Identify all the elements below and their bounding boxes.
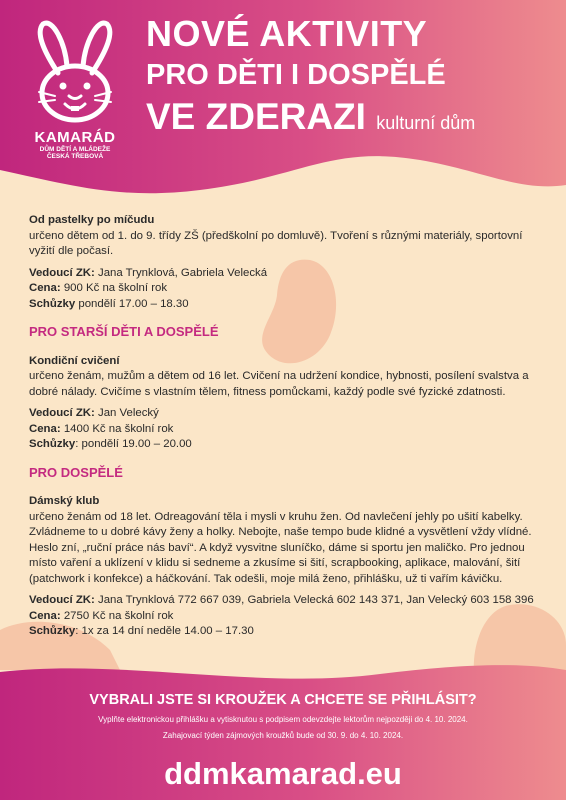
leader-label: Vedoucí ZK: [29, 266, 95, 279]
price-label: Cena: [29, 282, 61, 294]
activity-3-meetings [29, 624, 539, 640]
meetings-value: pondělí 17.00 – 18.30 [75, 297, 189, 310]
price-label: Cena: [29, 422, 61, 435]
activity-2-meetings [29, 437, 539, 453]
leader-value: Jana Trynklová 772 667 039, Gabriela Velecká 602 143 371, Jan Velecký 603 158 396 [94, 594, 534, 606]
activity-1-description: určeno dětem od 1. do 9. třídy ZŠ (předškolní po domluvě). Tvoření s různými materiály, sportovní vyžití dle počasí. [29, 229, 523, 257]
activity-2-price [29, 422, 539, 438]
website-link[interactable]: ddmkamarad.eu [164, 756, 402, 791]
meetings-value: : pondělí 19.00 – 20.00 [75, 438, 192, 450]
activity-3-leader [29, 593, 539, 609]
footer-instructions: Vyplňte elektronickou přihlášku a vytisknutou s podpisem odevzdejte lektorům nejpozději do 4. 10. 2024. [98, 715, 468, 724]
price-value: 2750 Kč na školní rok [60, 609, 174, 622]
kamarad-logo [20, 18, 130, 160]
section-heading-adults: PRO DOSPĚLÉ [29, 464, 123, 480]
footer-banner [0, 660, 566, 800]
meetings-value: : 1x za 14 dní neděle 14.00 – 17.30 [75, 625, 254, 637]
meetings-label: Schůzky [29, 438, 76, 450]
title-line-3 [146, 94, 475, 146]
meetings-label: Schůzky [29, 297, 76, 310]
leader-label: Vedoucí ZK: [29, 594, 95, 606]
header-banner [0, 0, 566, 200]
leader-value: Jana Trynklová, Gabriela Velecká [94, 266, 268, 279]
footer-start-week: Zahajovací týden zájmových kroužků bude od 30. 9. do 4. 10. 2024. [162, 731, 404, 740]
logo-subtitle-1: DŮM DĚTÍ A MLÁDEŽE [39, 146, 111, 153]
activity-1-price [29, 281, 539, 297]
rabbit-icon [25, 18, 125, 128]
leader-label: Vedoucí ZK: [29, 407, 95, 419]
meetings-label: Schůzky [29, 625, 76, 637]
activity-2-description: určeno ženám, mužům a dětem od 16 let. Cvičení na udržení kondice, hybnosti, posílení svalstva a dobré nálady. Cvičíme s vlastním tělem, fitness pomůckami, každý podle své fyzické zdatnosti. [29, 370, 529, 398]
activity-1-leader [29, 266, 539, 282]
logo-subtitle-2: ČESKÁ TŘEBOVÁ [46, 153, 104, 160]
activity-1-name: Od pastelky po míčudu [29, 214, 155, 226]
price-value: 900 Kč na školní rok [60, 282, 168, 294]
section-heading-older-kids-adults: PRO STARŠÍ DĚTI A DOSPĚLÉ [29, 324, 219, 339]
activity-2-leader [29, 406, 539, 422]
title-line-3-main: VE ZDERAZI [146, 96, 366, 137]
page-title [146, 12, 475, 146]
activity-3-description: určeno ženám od 18 let. Odreagování těla i mysli v kruhu žen. Od navlečení jehly po ušití kabelky. Zvládneme to u dobré kávy ženy a holky. Nebojte, naše tempo bude klidné a vysvětlení vždy vlídné. Heslo zní, „ruční práce nás baví“. A když vysvitne sluníčko, dáme si sportu jen maličko. Pro jednou místo vaření a uklízení v klidu si sedneme a zkusíme si šití, scrapbooking, aplikace, malování, šití (patchwork i konfekce) a háčkování. Tak odešli, moje milá ženo, přihlášku, už ti vařím kávičku. [29, 510, 532, 585]
title-line-3-subtitle: kulturní dům [376, 113, 476, 133]
activity-3-price [29, 609, 539, 625]
price-label: Cena: [29, 609, 61, 622]
price-value: 1400 Kč na školní rok [60, 422, 174, 435]
activity-1-meetings [29, 297, 539, 313]
logo-name: KAMARÁD [34, 129, 116, 146]
activities-content [29, 213, 539, 640]
leader-value: Jan Velecký [94, 407, 159, 419]
activity-2-name: Kondiční cvičení [29, 354, 120, 367]
title-line-2: PRO DĚTI I DOSPĚLÉ [146, 59, 446, 91]
activity-3-name: Dámský klub [29, 495, 100, 507]
footer-heading: VYBRALI JSTE SI KROUŽEK A CHCETE SE PŘIHLÁSIT? [89, 692, 477, 708]
title-line-1: NOVÉ AKTIVITY [146, 13, 428, 54]
